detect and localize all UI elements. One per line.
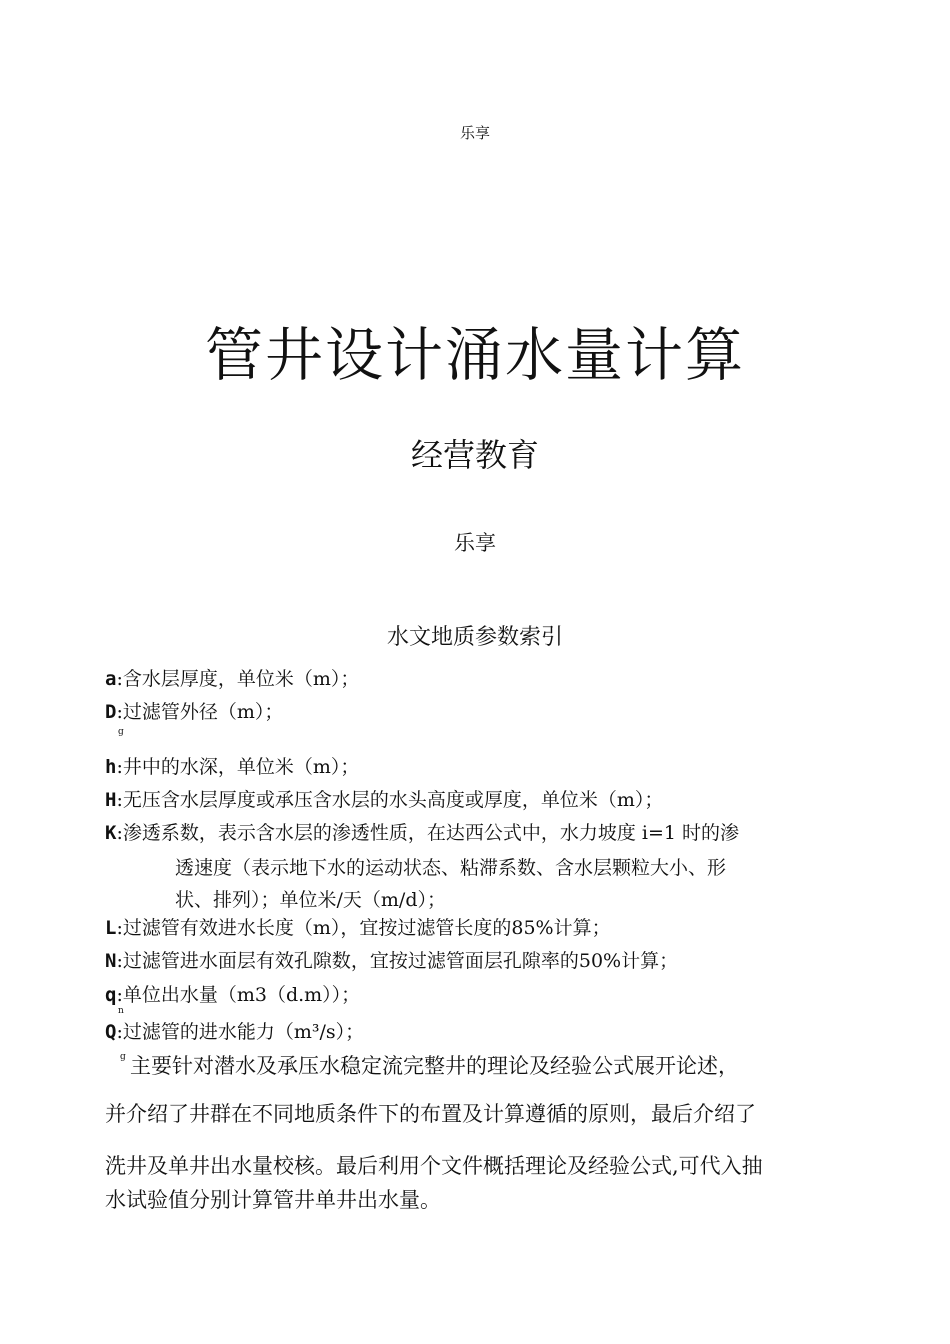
param-k-continuation-2: 状、排列）；单位米/天（m/d）； bbox=[175, 889, 446, 911]
param-text: :过滤管进水面层有效孔隙数，宜按过滤管面层孔隙率的50%计算； bbox=[116, 950, 679, 972]
param-k bbox=[105, 818, 739, 849]
param-symbol: H bbox=[105, 789, 117, 811]
param-symbol: K bbox=[105, 822, 117, 844]
summary-mark: g bbox=[120, 1052, 126, 1062]
param-h bbox=[105, 752, 359, 783]
param-text: :过滤管有效进水长度（m），宜按过滤管长度的85%计算； bbox=[116, 917, 611, 939]
param-text: :过滤管外径（m）； bbox=[116, 701, 284, 723]
param-symbol: h bbox=[105, 756, 117, 778]
param-text: :井中的水深，单位米（m）； bbox=[116, 756, 360, 778]
param-q-lower bbox=[105, 980, 360, 1011]
page-header: 乐享 bbox=[459, 124, 490, 142]
param-text: :渗透系数，表示含水层的渗透性质，在达西公式中，水力坡度 i=1 时的渗 bbox=[116, 822, 740, 844]
summary-line-3: 洗井及单井出水量校核。最后利用个文件概括理论及经验公式,可代入抽 bbox=[105, 1154, 763, 1178]
document-author: 乐享 bbox=[454, 531, 496, 555]
section-title: 水文地质参数索引 bbox=[386, 625, 563, 650]
param-l bbox=[105, 913, 611, 944]
param-text: :过滤管的进水能力（m³/s）； bbox=[116, 1021, 365, 1043]
document-subtitle: 经营教育 bbox=[410, 436, 539, 474]
param-text: :单位出水量（m3（d.m））； bbox=[116, 984, 361, 1006]
param-d-subscript: g bbox=[118, 727, 124, 737]
param-symbol: q bbox=[105, 984, 117, 1006]
summary-line-2: 并介绍了井群在不同地质条件下的布置及计算遵循的原则，最后介绍了 bbox=[105, 1102, 756, 1126]
param-h-upper bbox=[105, 785, 663, 816]
param-text: :含水层厚度，单位米（m）； bbox=[116, 668, 360, 690]
param-a bbox=[105, 664, 359, 695]
param-q-subscript: n bbox=[118, 1006, 124, 1016]
param-d bbox=[105, 697, 283, 728]
summary-line-4: 水试验值分别计算管井单井出水量。 bbox=[105, 1188, 441, 1212]
param-symbol: N bbox=[105, 950, 117, 972]
param-symbol: Q bbox=[105, 1021, 117, 1043]
param-k-continuation-1: 透速度（表示地下水的运动状态、粘滞系数、含水层颗粒大小、形 bbox=[175, 857, 727, 879]
param-symbol: a bbox=[105, 668, 117, 690]
param-symbol: L bbox=[105, 917, 117, 939]
param-symbol: D bbox=[105, 701, 117, 723]
param-n bbox=[105, 946, 678, 977]
param-q-upper bbox=[105, 1017, 364, 1048]
param-text: :无压含水层厚度或承压含水层的水头高度或厚度，单位米（m）； bbox=[116, 789, 664, 811]
summary-line-1: 主要针对潜水及承压水稳定流完整井的理论及经验公式展开论述， bbox=[130, 1054, 739, 1078]
document-title: 管井设计涌水量计算 bbox=[204, 321, 745, 389]
